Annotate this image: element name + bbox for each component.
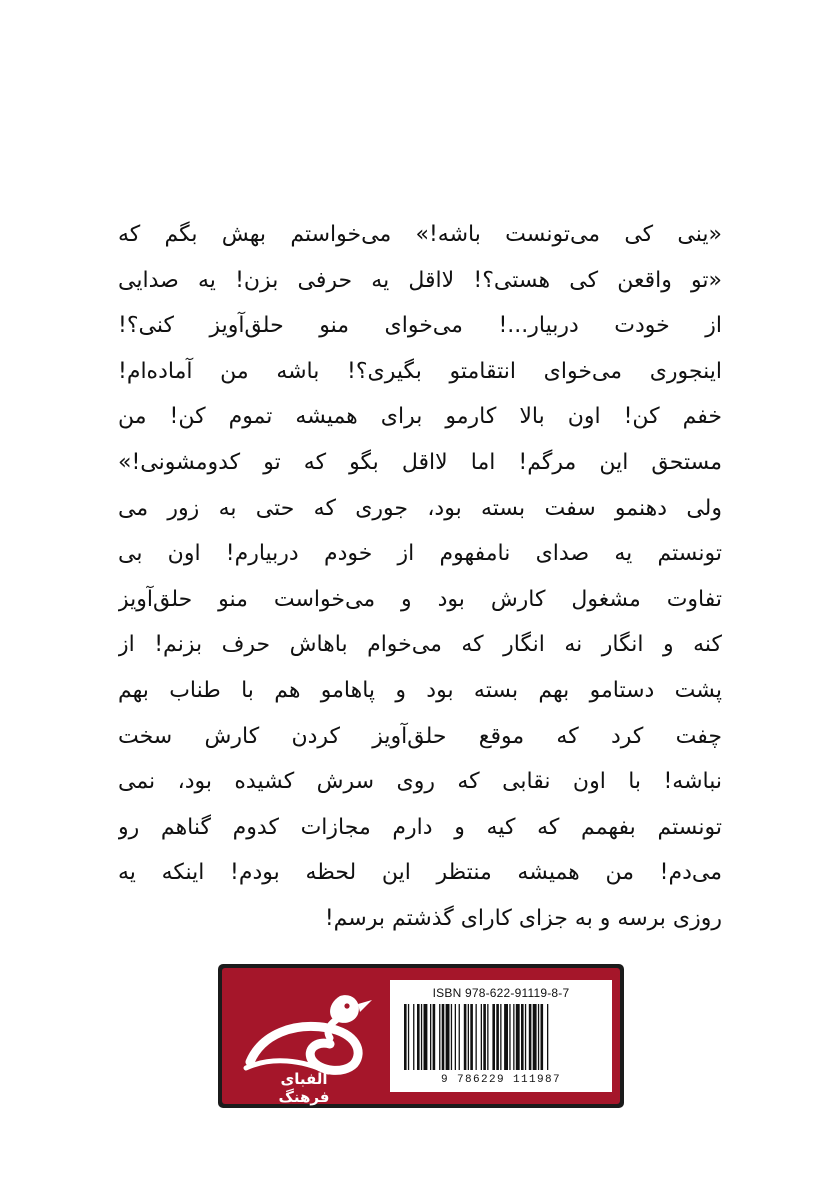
publisher-panel-background [222,968,620,1104]
blurb-line: مستحق این مرگم! اما لااقل بگو که تو کدومشونی!» [118,449,722,475]
barcode-bar [476,1004,477,1070]
barcode-bar [470,1004,473,1070]
barcode-bar [408,1004,409,1070]
blurb-line: کنه و انگار نه انگار که می‌خوام باهاش حرف بزنم! از [118,632,722,658]
barcode-bar [451,1004,452,1070]
barcode-bar [496,1004,499,1070]
barcode-bar [504,1004,508,1070]
publisher-name: الفبای فرهنگ [278,1070,330,1106]
barcode-bar [430,1004,431,1070]
barcode-bar [513,1004,514,1070]
barcode-bar [547,1004,548,1070]
barcode-bar [483,1004,486,1070]
publisher-logo [232,976,382,1106]
barcode-bar [421,1004,422,1070]
blurb-line: تفاوت مشغول کارش بود و می‌خواست منو حلق‌آویز [118,586,722,612]
blurb-line: روزی برسه و به جزای کارای گذشتم برسم! [324,905,722,931]
publisher-panel [218,964,624,1108]
barcode-bar [459,1004,460,1070]
blurb-line: از خودت دربیار...! می‌خوای منو حلق‌آویز کنی؟! [118,313,722,339]
barcode-bar [541,1004,544,1070]
barcode-bar [439,1004,440,1070]
barcode-bar [509,1004,510,1070]
barcode-bar [417,1004,420,1070]
barcode-bar [464,1004,467,1070]
barcode-bar [455,1004,456,1070]
blurb-line: ولی دهنمو سفت بسته بود، جوری که حتی به زور می [118,495,722,521]
barcode-bar [481,1004,482,1070]
blurb-line: اینجوری می‌خوای انتقامتو بگیری؟! باشه من آماده‌ام! [118,358,722,384]
barcode-digits: 9 786229 111987 [440,1074,562,1086]
barcode-bar [516,1004,520,1070]
barcode-bar [424,1004,428,1070]
blurb-line: «ینی کی می‌تونست باشه!» می‌خواستم بهش بگم که [118,222,722,247]
blurb-line: می‌دم! من همیشه منتظر این لحظه بودم! اینکه یه [118,860,722,886]
barcode-bar [538,1004,539,1070]
barcode-bar [433,1004,436,1070]
blurb-line: نباشه! با اون نقابی که روی سرش کشیده بود، نمی [118,769,722,795]
barcode-bar [492,1004,495,1070]
barcode-bar [500,1004,501,1070]
blurb-line: تونستم بفهمم که کیه و دارم مجازات کدوم گناهم رو [118,814,722,840]
isbn-label: ISBN 978-622-91119-8-7 [432,986,570,1000]
barcode-bar [521,1004,524,1070]
blurb-line: چفت کرد که موقع حلق‌آویز کردن کارش سخت [118,723,722,749]
blurb-text [118,212,722,942]
blurb-line: پشت دستامو بهم بسته بود و پاهامو هم با طناب بهم [118,677,722,703]
barcode-bar [525,1004,526,1070]
barcode-bar [468,1004,469,1070]
barcode-bar [413,1004,414,1070]
barcode-bar [533,1004,537,1070]
blurb-line: تونستم یه صدای نامفهوم از خودم دربیارم! اون بی [118,541,722,567]
barcode-bar [446,1004,450,1070]
barcode-bar [487,1004,488,1070]
barcode-bar [404,1004,407,1070]
barcode [390,980,612,1092]
barcode-bar [529,1004,532,1070]
blurb-line: «تو واقعن کی هستی؟! لااقل یه حرفی بزن! یه صدایی [118,267,722,293]
barcode-bars [402,1004,600,1070]
barcode-bar [442,1004,445,1070]
blurb-line: خفم کن! اون بالا کارمو برای همیشه تموم کن! من [118,404,722,430]
